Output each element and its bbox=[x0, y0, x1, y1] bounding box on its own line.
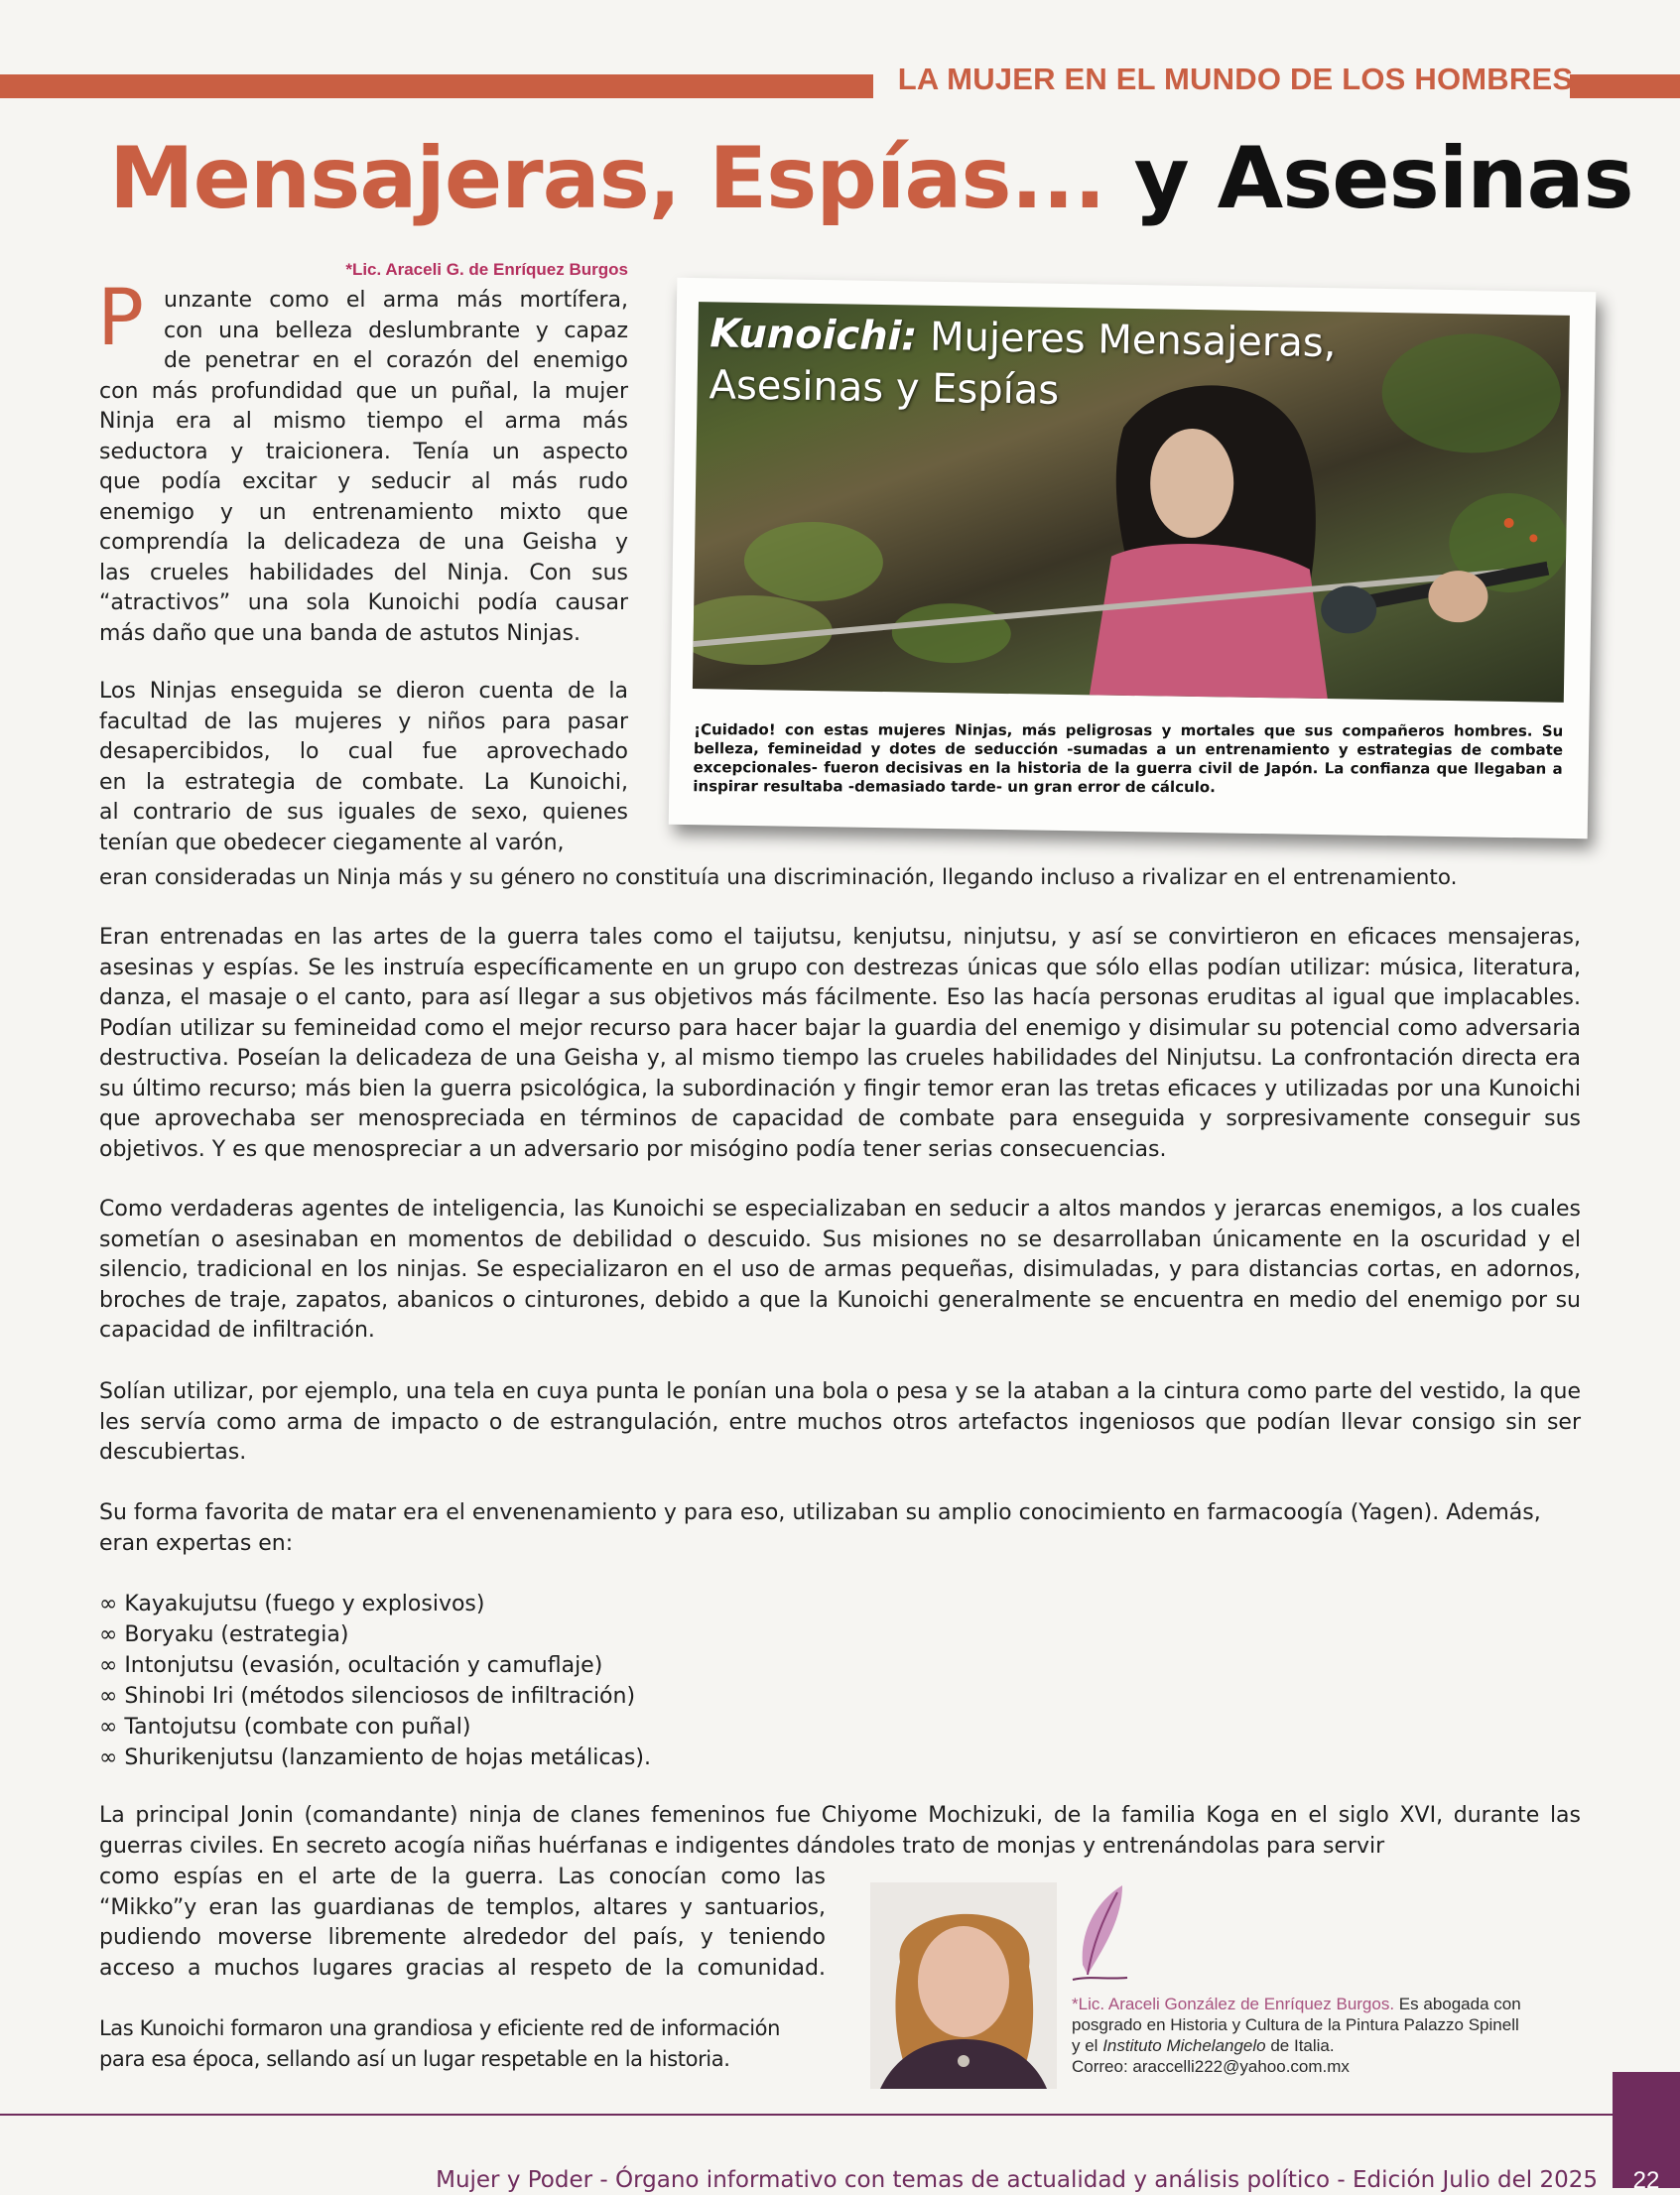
footer-divider bbox=[0, 2114, 1617, 2116]
author-name: *Lic. Araceli González de Enríquez Burgos. bbox=[1072, 1995, 1395, 2013]
paragraph-7-narrow bbox=[99, 1863, 826, 1984]
p1-line: las crueles habilidades del Ninja. Con sus bbox=[99, 560, 628, 585]
p1-line: de penetrar en el corazón del enemigo bbox=[164, 348, 628, 373]
p1-line: comprendía la delicadeza de una Geisha y bbox=[99, 530, 628, 555]
p7-line: pudiendo moverse libremente alrededor del país, y teniendo bbox=[99, 1925, 826, 1950]
p1-line: “atractivos” una sola Kunoichi podía causar bbox=[99, 590, 628, 615]
p2-line: en la estrategia de combate. La Kunoichi, bbox=[99, 769, 628, 795]
paragraph-5: Solían utilizar, por ejemplo, una tela en cuya punta le ponían una bola o pesa y se la ataban a la cintura como parte del vestido, la que les servía como arma de impacto o de estrangulación, entre muchos otros artefactos ingeniosos que podían llevar consigo sin ser descubiertas. bbox=[99, 1379, 1581, 1465]
bio-line-1-rest: Es abogada con bbox=[1394, 1995, 1521, 2013]
headline-red: Mensajeras, Espías... bbox=[109, 129, 1105, 228]
list-item: ∞ Shinobi Iri (métodos silenciosos de infiltración) bbox=[99, 1684, 636, 1709]
p2-line: facultad de las mujeres y niños para pasar bbox=[99, 709, 628, 734]
drop-cap: P bbox=[97, 274, 145, 363]
paragraph-3: Eran entrenadas en las artes de la guerra tales como el taijutsu, kenjutsu, ninjutsu, y así se convirtieron en eficaces mensajeras, asesinas y espías. Se les instruía específicamente en un grupo con destrezas únicas que sólo ellas podían utilizar: música, literatura, danza, el masaje o el canto, para así llegar a sus objetivos más fácilmente. Eso las hacía personas eruditas al igual que implacables. Podían utilizar su femineidad como el mejor recurso para hacer bajar la guardia del enemigo y disimular su potencial como adversaria destructiva. Poseían la delicadeza de una Geisha y, al mismo tiempo las crueles habilidades del Ninjutsu. La confrontación directa era su último recurso; más bien la guerra psicológica, la subordinación y fingir temor eran las tretas eficaces y utilizadas por una Kunoichi que aprovechaba ser menospreciada en términos de capacidad de combate para enseguida y sorpresivamente conseguir sus objetivos. Y es que menospreciar a un adversario por misógino podía tener serias consecuencias. bbox=[99, 925, 1581, 1162]
photo-title-line-2: Asesinas y Espías bbox=[709, 362, 1060, 414]
p2-line: tenían que obedecer ciegamente al varón, bbox=[99, 830, 565, 855]
photo-title-rest: Mujeres Mensajeras, bbox=[916, 314, 1337, 367]
headline bbox=[109, 119, 1633, 238]
p1-line: más daño que una banda de astutos Ninjas. bbox=[99, 620, 581, 646]
kunoichi-photo bbox=[693, 302, 1570, 703]
photo-title bbox=[709, 308, 1405, 422]
p1-line: seductora y traicionera. Tenía un aspecto bbox=[99, 439, 628, 464]
photo-title-italic: Kunoichi: bbox=[710, 311, 918, 360]
photo-caption: ¡Cuidado! con estas mujeres Ninjas, más peligrosas y mortales que sus compañeros hombres. Su belleza, femineidad y dotes de seducción -sumadas a un entrenamiento y estrategias de combate excepcionales- fueron decisivas en la historia de la guerra civil de Japón. La confianza que llegaban a inspirar resultaba -demasiado tarde- un gran error de cálculo. bbox=[693, 720, 1564, 797]
bio-email: Correo: araccelli222@yahoo.com.mx bbox=[1072, 2057, 1350, 2076]
list-item: ∞ Boryaku (estrategia) bbox=[99, 1622, 349, 1647]
bio-line-3-post: de Italia. bbox=[1265, 2036, 1335, 2055]
feather-icon bbox=[1068, 1880, 1137, 1990]
p2-line: desapercibidos, lo cual fue aprovechado bbox=[99, 739, 628, 764]
paragraph-6: Su forma favorita de matar era el envenenamiento y para eso, utilizaban su amplio conocimiento en farmacoogía (Yagen). Además, eran expertas en: bbox=[99, 1500, 1541, 1556]
page-number-box bbox=[1613, 2072, 1680, 2194]
headline-black: y Asesinas bbox=[1133, 129, 1633, 228]
skills-list bbox=[99, 1589, 992, 1773]
p1-line: enemigo y un entrenamiento mixto que bbox=[99, 499, 628, 525]
bio-line-1 bbox=[1072, 1994, 1588, 2014]
paragraph-1 bbox=[99, 286, 628, 649]
bio-line-3-pre: y el bbox=[1072, 2036, 1103, 2055]
p8-line: Las Kunoichi formaron una grandiosa y eficiente red de información bbox=[99, 2016, 781, 2040]
header-bar-left bbox=[0, 74, 873, 98]
p1-line: que podía excitar y seducir al más rudo bbox=[99, 469, 628, 494]
p8-line: para esa época, sellando así un lugar respetable en la historia. bbox=[99, 2046, 730, 2071]
photo-card bbox=[669, 278, 1597, 839]
paragraph-8 bbox=[99, 2013, 826, 2074]
paragraph-7: La principal Jonin (comandante) ninja de clanes femeninos fue Chiyome Mochizuki, de la familia Koga en el siglo XVI, durante las guerras civiles. En secreto acogía niñas huérfanas e indigentes dándoles trato de monjas y entrenándolas para servir bbox=[99, 1803, 1581, 1859]
author-photo bbox=[870, 1882, 1057, 2089]
paragraph-2 bbox=[99, 677, 628, 858]
p1-line: unzante como el arma más mortífera, bbox=[164, 288, 628, 313]
header-bar-right bbox=[1570, 74, 1680, 98]
footer-text: Mujer y Poder - Órgano informativo con temas de actualidad y análisis político - Edición Julio del 2025 bbox=[436, 2167, 1598, 2193]
p7-line: “Mikko”y eran las guardianas de templos, altares y santuarios, bbox=[99, 1894, 826, 1920]
list-item: ∞ Shurikenjutsu (lanzamiento de hojas metálicas). bbox=[99, 1745, 651, 1770]
p1-line: con una belleza deslumbrante y capaz bbox=[164, 318, 628, 343]
page-number: 22 bbox=[1632, 2167, 1660, 2194]
institute-name: Instituto Michelangelo bbox=[1102, 2036, 1266, 2055]
p7-line: acceso a muchos lugares gracias al respeto de la comunidad. bbox=[99, 1955, 826, 1981]
list-item: ∞ Kayakujutsu (fuego y explosivos) bbox=[99, 1592, 485, 1616]
bio-line-2: posgrado en Historia y Cultura de la Pintura Palazzo Spinell bbox=[1072, 2015, 1519, 2034]
author-bio bbox=[1072, 1994, 1588, 2077]
p1-line: con más profundidad que un puñal, la mujer bbox=[99, 378, 628, 404]
byline: *Lic. Araceli G. de Enríquez Burgos bbox=[345, 260, 628, 279]
author-portrait bbox=[870, 1882, 1057, 2089]
paragraph-2-full: eran consideradas un Ninja más y su género no constituía una discriminación, llegando incluso a rivalizar en el entrenamiento. bbox=[99, 865, 1458, 890]
list-item: ∞ Tantojutsu (combate con puñal) bbox=[99, 1715, 471, 1740]
section-title: LA MUJER EN EL MUNDO DE LOS HOMBRES bbox=[897, 62, 1574, 96]
p1-line: Ninja era al mismo tiempo el arma más bbox=[99, 409, 628, 434]
bio-line-3 bbox=[1072, 2035, 1588, 2056]
list-item: ∞ Intonjutsu (evasión, ocultación y camuflaje) bbox=[99, 1653, 603, 1678]
p2-line: Los Ninjas enseguida se dieron cuenta de la bbox=[99, 679, 628, 704]
paragraph-4: Como verdaderas agentes de inteligencia, las Kunoichi se especializaban en seducir a altos mandos y jerarcas enemigos, a los cuales sometían o asesinaban en momentos de debilidad o descuido. Sus misiones no se desarrollaban únicamente en la oscuridad y el silencio, tradicional en los ninjas. Se especializaron en el uso de armas pequeñas, disimuladas, y para distancias cortas, en adornos, broches de traje, zapatos, abanicos o cinturones, debido a que la Kunoichi generalmente se encuentra en medio del enemigo por su capacidad de infiltración. bbox=[99, 1197, 1581, 1343]
p7-line: como espías en el arte de la guerra. Las conocían como las bbox=[99, 1865, 826, 1889]
p2-line: al contrario de sus iguales de sexo, quienes bbox=[99, 800, 628, 825]
